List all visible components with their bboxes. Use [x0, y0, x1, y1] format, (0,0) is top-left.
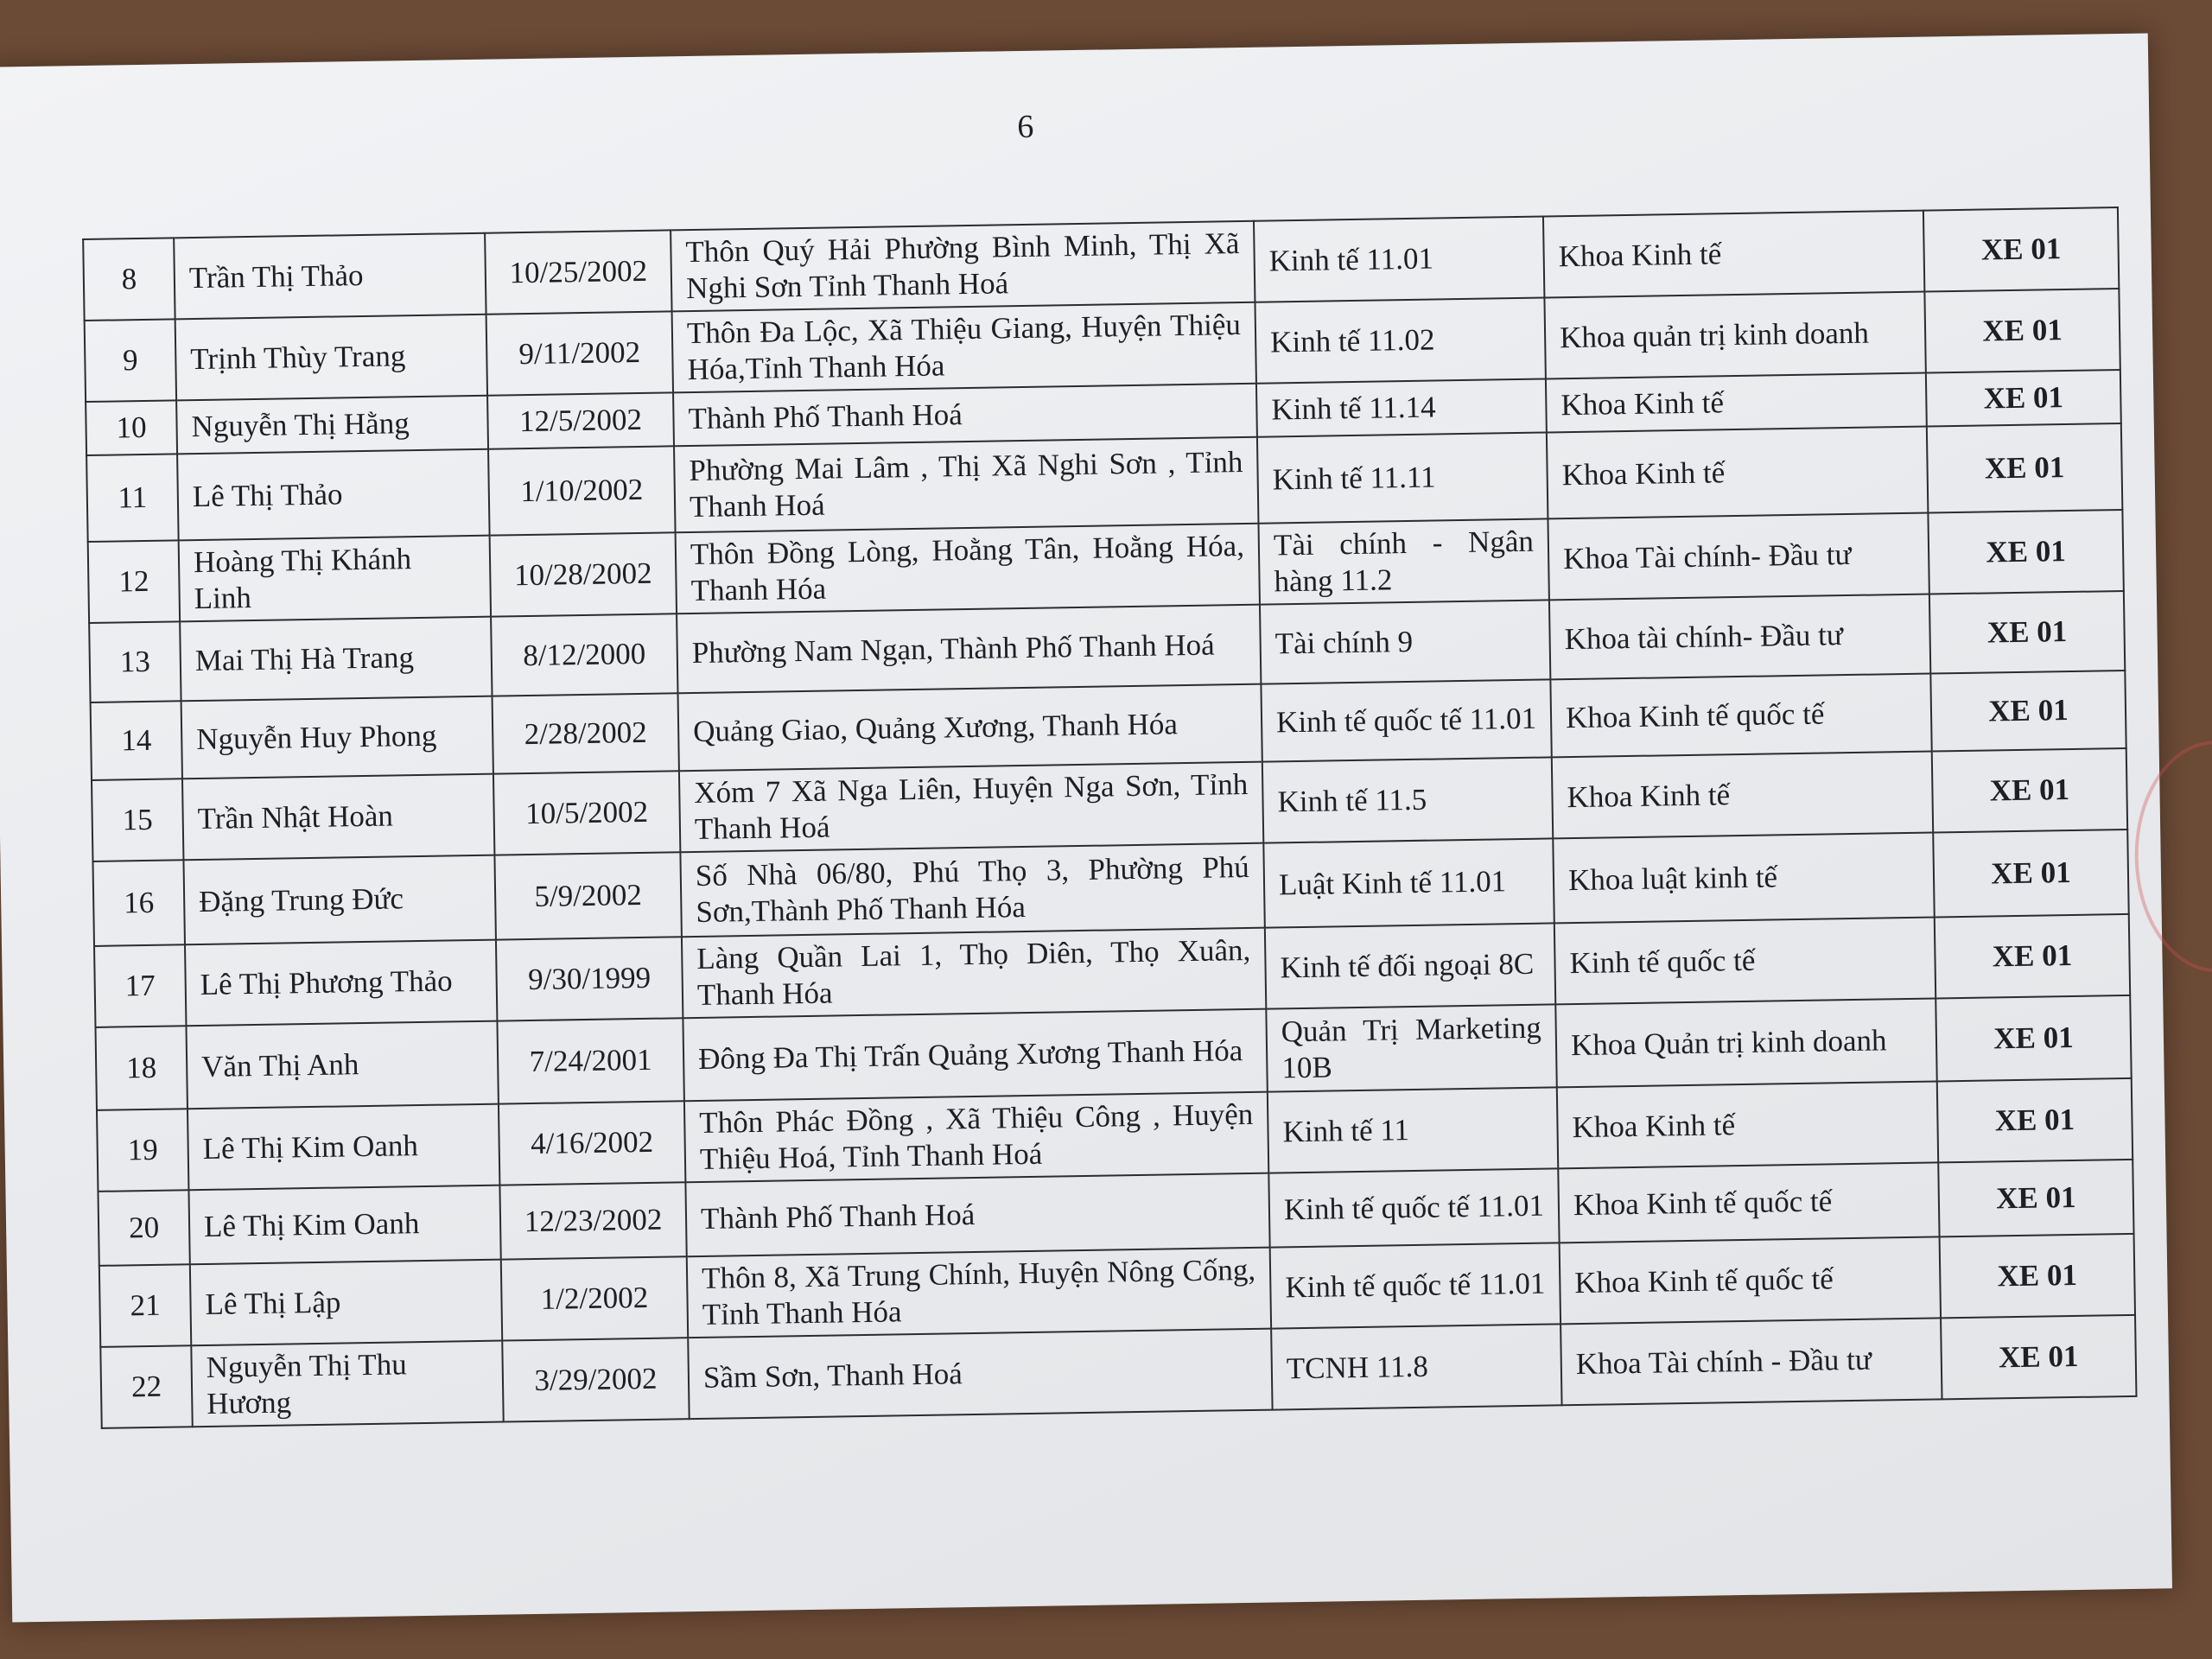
student-name-cell: Lê Thị Phương Thảo [185, 940, 497, 1027]
date-of-birth-cell: 12/23/2002 [499, 1182, 686, 1259]
student-name-cell: Trần Thị Thảo [174, 233, 486, 320]
faculty-cell: Khoa luật kinh tế [1553, 832, 1934, 923]
student-name-cell: Nguyễn Thị Hằng [176, 396, 488, 454]
address-cell: Quảng Giao, Quảng Xương, Thanh Hóa [677, 684, 1262, 772]
ranking-cell: XE 01 [1929, 591, 2125, 674]
student-name-cell: Mai Thị Hà Trang [180, 617, 492, 702]
faculty-cell: Khoa Kinh tế [1547, 427, 1929, 519]
row-number-cell: 15 [92, 779, 183, 861]
date-of-birth-cell: 4/16/2002 [499, 1101, 685, 1185]
ranking-cell: XE 01 [1928, 510, 2123, 594]
student-name-cell: Nguyễn Thị Thu Hương [191, 1341, 503, 1427]
address-cell: Làng Quần Lai 1, Thọ Diên, Thọ Xuân, Thanh Hóa [682, 928, 1266, 1019]
address-cell: Thôn Quý Hải Phường Bình Minh, Thị Xã Nghi Sơn Tỉnh Thanh Hoá [671, 221, 1255, 312]
class-name-cell: Luật Kinh tế 11.01 [1263, 838, 1554, 927]
class-name-cell: Kinh tế quốc tế 11.01 [1268, 1168, 1559, 1247]
row-number-cell: 13 [89, 621, 181, 702]
class-name-cell: Kinh tế 11 [1268, 1087, 1558, 1173]
table-body [83, 207, 2136, 1428]
ranking-cell: XE 01 [1923, 207, 2119, 292]
ranking-cell: XE 01 [1941, 1315, 2136, 1400]
row-number-cell: 21 [99, 1264, 191, 1347]
class-name-cell: Kinh tế quốc tế 11.01 [1261, 679, 1551, 761]
student-list-table [82, 207, 2137, 1429]
address-cell: Sầm Sơn, Thanh Hoá [688, 1329, 1272, 1420]
ranking-cell: XE 01 [1935, 914, 2130, 999]
row-number-cell: 20 [98, 1190, 189, 1266]
class-name-cell: Kinh tế 11.5 [1262, 757, 1553, 842]
class-name-cell: Kinh tế 11.02 [1255, 297, 1545, 383]
class-name-cell: TCNH 11.8 [1271, 1324, 1561, 1409]
date-of-birth-cell: 9/30/1999 [496, 937, 683, 1020]
student-name-cell: Trần Nhật Hoàn [182, 774, 494, 861]
class-name-cell: Quản Trị Marketing 10B [1266, 1004, 1556, 1091]
student-name-cell: Lê Thị Kim Oanh [188, 1185, 500, 1265]
class-name-cell: Kinh tế đối ngoại 8C [1265, 923, 1555, 1008]
class-name-cell: Tài chính 9 [1260, 600, 1550, 683]
ranking-cell: XE 01 [1937, 1078, 2133, 1163]
student-name-cell: Lê Thị Kim Oanh [188, 1104, 499, 1191]
address-cell: Xóm 7 Xã Nga Liên, Huyện Nga Sơn, Tỉnh Thanh Hoá [679, 762, 1263, 853]
student-name-cell: Văn Thị Anh [186, 1021, 498, 1109]
date-of-birth-cell: 1/2/2002 [501, 1256, 688, 1340]
student-name-cell: Hoàng Thị Khánh Linh [179, 536, 491, 622]
faculty-cell: Khoa Kinh tế [1552, 752, 1933, 839]
student-name-cell: Trịnh Thùy Trang [175, 315, 487, 401]
ranking-cell: XE 01 [1930, 671, 2126, 752]
faculty-cell: Khoa quản trị kinh doanh [1544, 292, 1925, 379]
document-page [0, 33, 2172, 1622]
date-of-birth-cell: 3/29/2002 [502, 1338, 689, 1421]
date-of-birth-cell: 1/10/2002 [488, 446, 676, 535]
row-number-cell: 11 [86, 454, 179, 542]
date-of-birth-cell: 7/24/2001 [497, 1018, 683, 1103]
address-cell: Thành Phố Thanh Hoá [685, 1173, 1269, 1257]
faculty-cell: Khoa Kinh tế quốc tế [1560, 1236, 1941, 1324]
class-name-cell: Kinh tế 11.11 [1257, 432, 1548, 523]
date-of-birth-cell: 10/25/2002 [485, 230, 671, 314]
class-name-cell: Kinh tế 11.01 [1254, 216, 1544, 302]
address-cell: Đông Đa Thị Trấn Quảng Xương Thanh Hóa [683, 1009, 1267, 1102]
row-number-cell: 16 [92, 860, 185, 946]
student-name-cell: Nguyễn Huy Phong [181, 696, 493, 779]
row-number-cell: 17 [94, 944, 186, 1027]
student-name-cell: Lê Thị Lập [190, 1260, 502, 1346]
address-cell: Số Nhà 06/80, Phú Thọ 3, Phường Phú Sơn,Thành Phố Thanh Hóa [680, 843, 1264, 938]
address-cell: Thôn 8, Xã Trung Chính, Huyện Nông Cống, Tỉnh Thanh Hóa [687, 1248, 1271, 1338]
faculty-cell: Khoa Quản trị kinh doanh [1555, 998, 1936, 1087]
date-of-birth-cell: 10/28/2002 [490, 532, 677, 616]
faculty-cell: Khoa Kinh tế quốc tế [1558, 1162, 1939, 1243]
class-name-cell: Kinh tế quốc tế 11.01 [1270, 1243, 1560, 1328]
faculty-cell: Khoa tài chính- Đầu tư [1549, 594, 1930, 680]
ranking-cell: XE 01 [1940, 1234, 2135, 1319]
row-number-cell: 14 [91, 701, 182, 780]
class-name-cell: Tài chính - Ngân hàng 11.2 [1258, 518, 1548, 604]
date-of-birth-cell: 9/11/2002 [486, 311, 673, 395]
address-cell: Thôn Đa Lộc, Xã Thiệu Giang, Huyện Thiệu Hóa,Tỉnh Thanh Hóa [672, 302, 1256, 393]
faculty-cell: Kinh tế quốc tế [1554, 917, 1936, 1004]
row-number-cell: 12 [88, 540, 180, 623]
ranking-cell: XE 01 [1938, 1160, 2133, 1237]
address-cell: Phường Mai Lâm , Thị Xã Nghi Sơn , Tỉnh Thanh Hoá [674, 437, 1258, 533]
date-of-birth-cell: 8/12/2000 [491, 613, 677, 696]
row-number-cell: 8 [83, 238, 175, 321]
address-cell: Thành Phố Thanh Hoá [673, 384, 1257, 447]
faculty-cell: Khoa Kinh tế [1543, 211, 1924, 298]
row-number-cell: 9 [85, 319, 176, 402]
red-seal-stamp [2133, 740, 2212, 974]
ranking-cell: XE 01 [1924, 289, 2120, 373]
ranking-cell: XE 01 [1926, 370, 2121, 427]
row-number-cell: 19 [97, 1109, 188, 1192]
class-name-cell: Kinh tế 11.14 [1256, 378, 1547, 436]
ranking-cell: XE 01 [1927, 423, 2123, 513]
address-cell: Thôn Phác Đồng , Xã Thiệu Công , Huyện Thiệu Hoá, Tỉnh Thanh Hoá [684, 1092, 1268, 1183]
faculty-cell: Khoa Kinh tế [1546, 373, 1927, 433]
address-cell: Thôn Đồng Lòng, Hoằng Tân, Hoằng Hóa, Thanh Hóa [676, 524, 1260, 614]
row-number-cell: 22 [100, 1345, 192, 1428]
address-cell: Phường Nam Ngạn, Thành Phố Thanh Hoá [677, 605, 1261, 694]
faculty-cell: Khoa Kinh tế quốc tế [1550, 674, 1931, 758]
date-of-birth-cell: 12/5/2002 [487, 392, 674, 448]
faculty-cell: Khoa Tài chính- Đầu tư [1548, 513, 1929, 601]
ranking-cell: XE 01 [1933, 830, 2129, 918]
page-number: 6 [1016, 108, 1034, 146]
faculty-cell: Khoa Tài chính - Đầu tư [1560, 1318, 1942, 1405]
student-name-cell: Đặng Trung Đức [183, 855, 495, 945]
ranking-cell: XE 01 [1936, 995, 2131, 1082]
student-name-cell: Lê Thị Thảo [177, 449, 490, 541]
row-number-cell: 10 [86, 400, 177, 455]
row-number-cell: 18 [95, 1026, 187, 1110]
ranking-cell: XE 01 [1932, 748, 2127, 833]
date-of-birth-cell: 2/28/2002 [493, 693, 679, 773]
date-of-birth-cell: 10/5/2002 [493, 771, 680, 855]
date-of-birth-cell: 5/9/2002 [494, 852, 682, 939]
faculty-cell: Khoa Kinh tế [1557, 1081, 1938, 1168]
